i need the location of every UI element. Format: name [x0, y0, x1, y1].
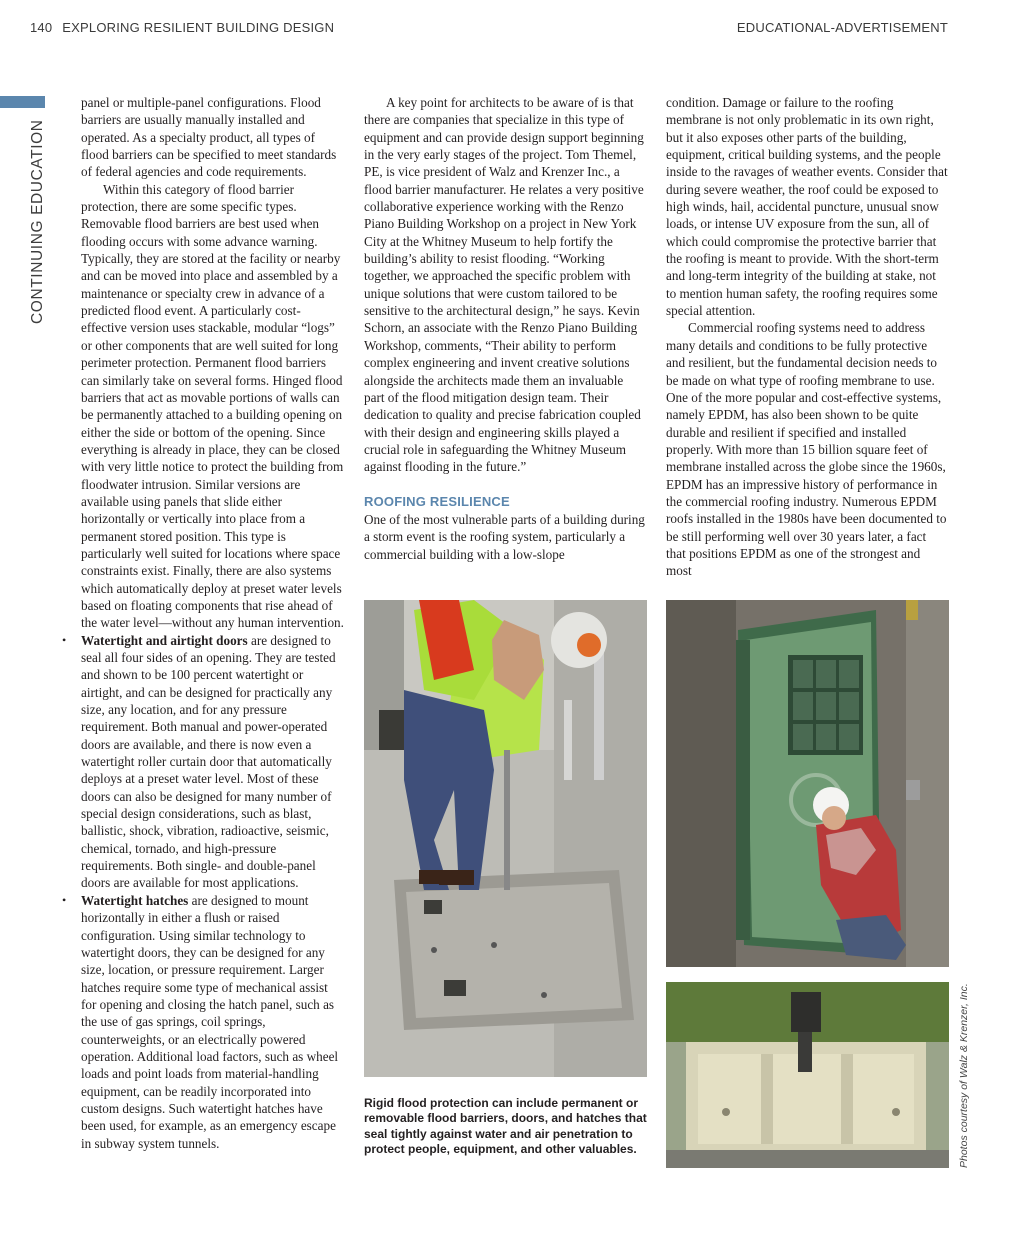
bullet-term: Watertight and airtight doors: [81, 632, 248, 648]
list-item: [81, 632, 345, 892]
bullet-text: are designed to seal all four sides of an opening. They are tested and shown to be 100 percent watertight or airtight, and can be designed for practically any size, any location, and for any pressure requirement. Both manual and power-operated doors are available, and there is now even a watertight roller curtain door that automatically deploys at a preset water level. Most of these doors can also be designed for many number of special design considerations, such as blast, ballistic, shock, vibration, radioactive, seismic, chemical, tornado, and high-pressure requirements. Both single- and double-panel doors are available for most applications.: [81, 632, 336, 891]
running-title: EXPLORING RESILIENT BUILDING DESIGN: [62, 20, 335, 35]
page-number: 140: [30, 20, 53, 35]
hatch-photo: [364, 600, 647, 1077]
figure-caption: Rigid flood protection can include permanent or removable flood barriers, doors, and hatches that seal tightly against water and air penetration to protect people, equipment, and other valuables.: [364, 1096, 647, 1157]
paragraph: One of the most vulnerable parts of a building during a storm event is the roofing system, particularly a commercial building with a low-slope: [364, 511, 645, 562]
column-2: [364, 94, 647, 563]
flood-barrier-photo: [666, 982, 949, 1168]
sidebar-section-label: CONTINUING EDUCATION: [29, 119, 46, 324]
column-3: [666, 94, 949, 580]
bullet-list: [81, 632, 345, 1152]
paragraph: A key point for architects to be aware of is that there are companies that specialize in this type of equipment and can provide design support beginning in the very early stages of the project. Tom Themel, PE, is vice president of Walz and Krenzer Inc., a flood barrier manufacturer. He relates a very positive collaborative experience working with the Renzo Piano Building Workshop on a project in New York City at the Whitney Museum to help fortify the building’s ability to resist flooding. “Working together, we approached the specific problem with unique solutions that were custom tailored to be sensitive to the architectural design,” he says. Kevin Schorn, an associate with the Renzo Piano Building Workshop, comments, “Their ability to perform complex engineering and invent creative solutions alongside the architects made them an invaluable part of the flood mitigation design team. Their dedication to quality and precise fabrication coupled with their design and engineering skills played a crucial role in safeguarding the Whitney Museum against flooding in the future.”: [364, 95, 644, 475]
list-item: [81, 892, 345, 1152]
section-label: EDUCATIONAL-ADVERTISEMENT: [736, 20, 948, 35]
paragraph: condition. Damage or failure to the roofing membrane is not only problematic in its own right, but it also exposes other parts of the building, equipment, critical building systems, and the people inside to the ravages of weather events. Consider that during severe weather, the roof could be exposed to high winds, hail, accidental puncture, unusual snow loads, or intense UV exposure from the sun, all of which could compromise the protective barrier that the roofing is meant to provide. With the short-term and long-term integrity of the building at stake, not to mention human safety, the roofing requires some special attention.: [666, 95, 948, 319]
bullet-term: Watertight hatches: [81, 892, 189, 908]
watertight-door-photo: [666, 600, 949, 967]
running-header: [30, 20, 334, 35]
paragraph: panel or multiple-panel configurations. Flood barriers are usually manually installed and operated. As a specialty product, all types of flood barriers can be specified to meet standards of federal agencies and code requirements.: [81, 95, 337, 180]
photo-credit: Photos courtesy of Walz & Krenzer, Inc.: [958, 983, 970, 1168]
section-heading: ROOFING RESILIENCE: [364, 493, 510, 509]
paragraph: Commercial roofing systems need to address many details and conditions to be fully protective and resilient, but the fundamental decision needs to be made on what type of roofing membrane to use. One of the more popular and cost-effective systems, namely EPDM, has also been shown to be quite durable and resilient if specified and installed properly. With more than 15 billion square feet of membrane installed across the globe since the 1960s, EPDM has an impressive history of performance in the commercial roofing industry. Numerous EPDM roofs installed in the 1980s have been documented to be still performing well over 30 years later, a fact that positions EPDM as one of the strongest and most: [666, 320, 947, 579]
paragraph: Within this category of flood barrier protection, there are some specific types. Removable flood barriers are best used when flooding occurs with some advance warning. Typically, they are stored at the facility or nearby and can be moved into place and assembled by a maintenance or specialty crew in advance of a predicted flood event. A particularly cost-effective version uses stackable, modular “logs” or other components that are well suited for long perimeter protection. Permanent flood barriers can similarly take on several forms. Hinged flood barriers that act as movable portions of walls can be permanently attached to a building opening on either the side or bottom of the opening. Since everything is already in place, they can be closed with very little notice to protect the building from floodwater intrusion. Similar versions are available using panels that slide either horizontally or vertically into place from a permanent stored position. This type is particularly well suited for locations where space constraints exist. Finally, there are also systems which automatically deploy at preset water levels based on floating components that rise ahead of the water level—without any human intervention.: [81, 181, 344, 631]
column-1: [81, 94, 345, 1152]
bullet-text: are designed to mount horizontally in either a flush or raised configuration. Using similar technology to watertight doors, they can be designed for any size, location, or pressure requirement. Larger hatches require some type of mechanical assist for opening and closing the hatch panel, such as the use of gas springs, coil springs, counterweights, or an electrically powered operation. Additional load factors, such as wheel loads and point loads from material-handling equipment, can be readily incorporated into custom designs. Such watertight hatches have been used, for example, as an emergency escape in subway system tunnels.: [81, 892, 339, 1151]
